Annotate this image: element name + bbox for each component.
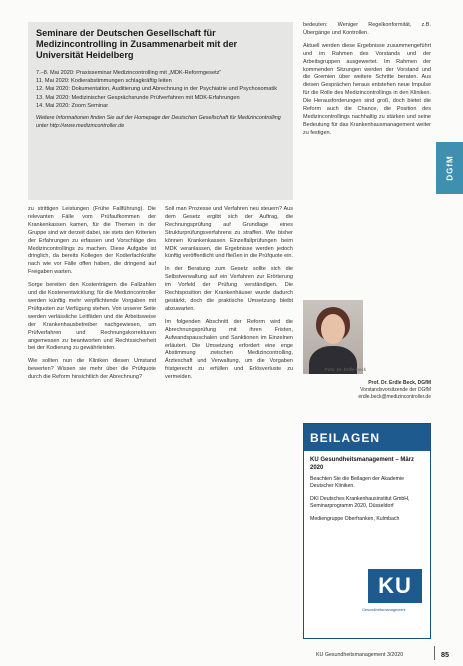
seminar-item: 7.–8. Mai 2020: Praxisseminar Medizincontrolling mit „MDK-Reformgesetz“ [36,70,222,76]
seminar-info-box [28,22,293,200]
beilagen-header: BEILAGEN [304,424,430,451]
article-column-right [303,22,431,143]
author-name: Prof. Dr. Erdle Beck, DGfM [368,380,431,386]
article-paragraph: bedeuten: Weniger Regelkonformität, z.B. Übergänge und Kontrollen. [303,22,431,36]
seminar-item: 13. Mai 2020: Medizinischer Gesprächsrunde Prüfverfahren mit MDK-Erfahrungen [36,94,240,101]
beilagen-body [304,451,430,533]
footer-journal: KU Gesundheitsmanagement 3/2020 [316,652,404,658]
seminar-title: Seminare der Deutschen Gesellschaft für Medizincontrolling in Zusammenarbeit mit der Universität Heidelberg [36,28,238,60]
page-number: 85 [441,650,449,659]
beilagen-paragraph: Mediengruppe Oberfranken, Kulmbach [310,515,400,522]
beilagen-title: KU Gesundheitsmanagement – März 2020 [310,457,415,471]
author-info [303,380,431,401]
section-tab-label: DGfM [445,155,454,181]
ku-logo: KU [368,569,422,603]
article-paragraph: Aktuell werden diese Ergebnisse zusammengeführt und im Rahmen des Vorstands und der Arbeitsgruppen ausgewertet. Im Rahmen der kommenden Sitzungen werden der Vorstand und die Gremien über weitere Schritte beraten. Aus diesen Gesprächen heraus entstehen neue Impulse für die Rolle des Medizincontrollings in den Kliniken. Die Herausforderungen sind groß, doch bietet die Reform auch die Chance, die Position des Medizincontrollings nachhaltig zu stärken und seine Bedeutung für das Krankenhausmanagement weiter zu festigen. [303,42,431,136]
article-paragraph: zu strittigen Leistungen (Frühe Fallführung). Die relevanten Fälle vom Prüfaufkommen der Krankenkassen kamen, für die Themen in der Gruppe sind wir derzeit dabei, sie stets den Kriterien der Erfahrungen zu erfassen und Vorschläge des Medizincontrollings zu machen. Diese Aufgabe ist dringlich, da bereits Kollegen der Kodierfachkräfte nach wie vor Fälle offen haben, die dringend auf Freigaben warten. [28,206,156,276]
author-photo [303,300,363,374]
beilagen-paragraph: DKI Deutsches Krankenhausinstitut GmbH, Seminarprogramm 2020, Düsseldorf [310,495,410,510]
ku-logo-subtitle: Gesundheitsmanagement [362,608,406,612]
article-column-left [28,206,156,387]
article-paragraph: In der Beratung zum Gesetz sollte sich die Selbstverwaltung auf ein Verfahren zur Erörterung im Vorfeld der Prüfung verständigen. Die Rechtsposition der Krankenhäuser wurde dadurch gestärkt, doch die praktische Umsetzung bleibt abzuwarten. [165,266,293,312]
article-paragraph: Soll man Prozesse und Verfahren neu steuern? Aus dem Gesetz ergibt sich der Auftrag, die Rechnungsprüfung auf Grundlage eines Strukturprüfungsverfahrens zu straffen. Wie bisher können Krankenkassen Einzelfallprüfungen beim MDK veranlassen, die Ergebnisse werden jedoch künftig veröffentlicht und fließen in die Prüfquote ein. [165,206,294,260]
author-email[interactable]: erdle.beck@medizincontroller.de [358,394,431,400]
section-tab [436,142,463,194]
seminar-item: 12. Mai 2020: Dokumentation, Auditierung und Abrechnung in der Psychiatrie und Psychosomatik [36,86,277,93]
seminar-note: Weitere Informationen finden Sie auf der Homepage der Deutschen Gesellschaft für Medizincontrolling unter http://www.medizincontroller.de [36,115,281,129]
author-role: Vorstandsvorsitzende der DGfM [360,387,431,393]
beilagen-box [303,423,431,639]
seminar-list [36,69,285,110]
footer-divider [434,646,435,660]
article-paragraph: Wie sollten nun die Kliniken diesen Umstand bewerten? Wissen sie mehr über die Prüfquote durch die Reform hinsichtlich der Abrechnung? [28,358,156,381]
article-paragraph: Sorge bereiten den Kostenträgern die Fallzahlen und die Kostenentwicklung; für die Medizincontroller werden künftig mehr verpflichtende Vorgaben mit Prüfquoten zur Verfügung stehen. Von unserer Seite werden verlässliche Leitfäden und die Arbeitsweise der Krankenhausbetreiber nachgewiesen, um Prüfverfahren und Rechnungskorrekturen angemessen zu beantworten und Rechtssicherheit bei der Kodierung zu gewährleisten. [28,282,156,352]
article-paragraph: Im folgenden Abschnitt der Reform wird die Abrechnungsprüfung mit ihren Fristen, Aufwandspauschalen und Sanktionen im Einzelnen erläutert. Die Umsetzung erfordert eine enge Abstimmung zwischen Medizincontrolling, Ärzteschaft und Verwaltung, um die Vorgaben fristgerecht zu erfüllen und Erlösverluste zu vermeiden. [165,318,293,381]
seminar-item: 11. Mai 2020: Kodierabstimmungen schlagkräftig leiten [36,78,172,85]
seminar-item: 14. Mai 2020: Zoom Seminar [36,102,109,109]
article-column-middle [165,206,293,387]
beilagen-paragraph: Beachten Sie die Beilagen der Akademie Deutscher Kliniken. [310,476,405,490]
photo-credit: Foto: Dr. Erdle Beck [325,367,367,372]
